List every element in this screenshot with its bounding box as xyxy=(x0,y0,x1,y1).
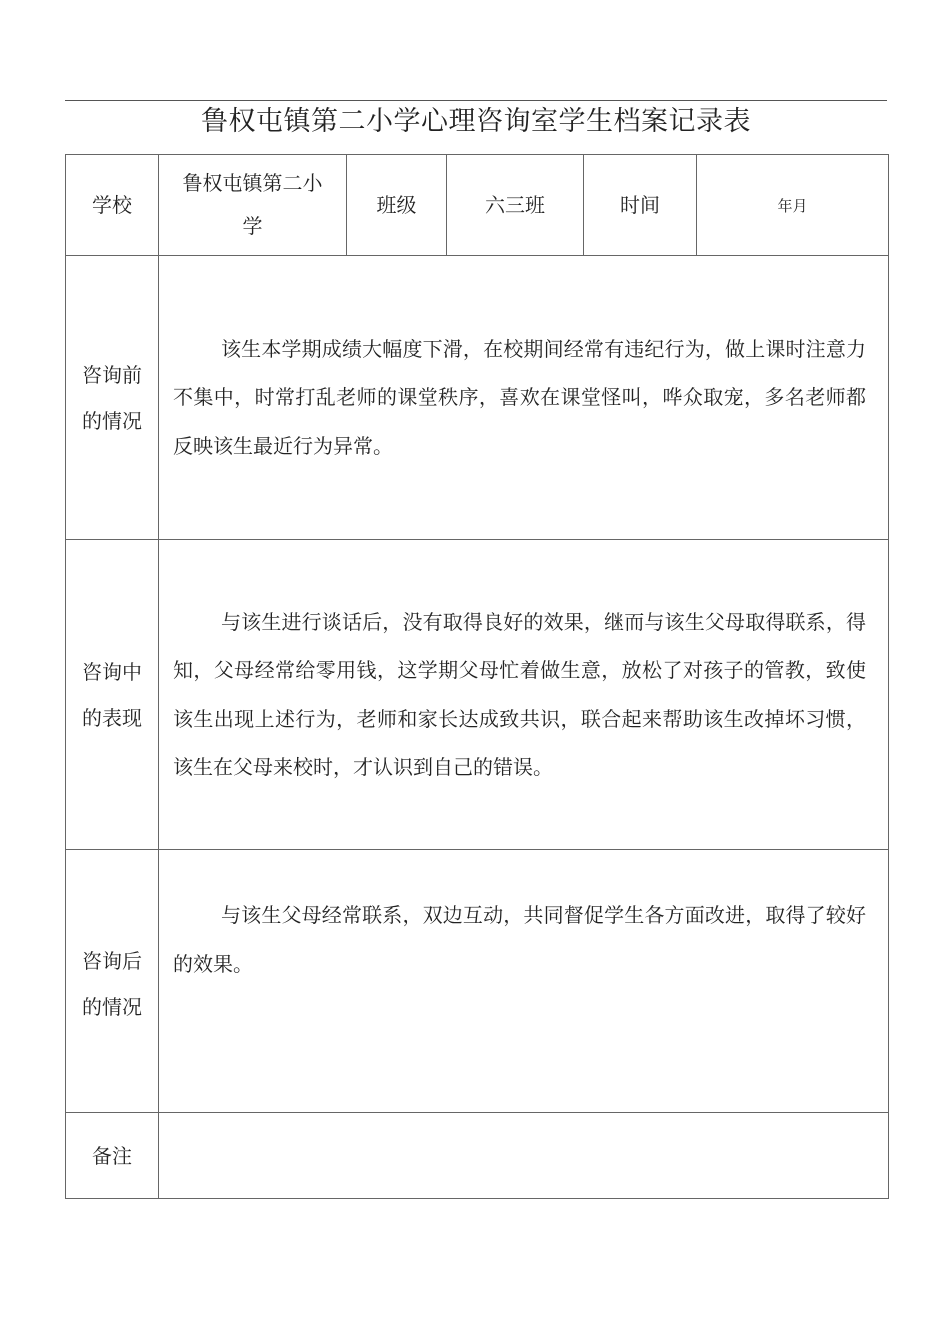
before-row xyxy=(66,256,889,540)
document-title: 鲁权屯镇第二小学心理咨询室学生档案记录表 xyxy=(201,106,751,137)
class-value: 六三班 xyxy=(447,155,584,256)
time-value: 年月 xyxy=(697,155,889,256)
before-label xyxy=(66,256,159,540)
after-content-cell xyxy=(159,850,889,1113)
after-label-line1: 咨询后 xyxy=(82,949,142,973)
after-row xyxy=(66,850,889,1113)
remarks-content xyxy=(159,1113,889,1199)
school-value-line1: 鲁权屯镇第二小 xyxy=(182,171,323,195)
school-label: 学校 xyxy=(66,155,159,256)
before-label-line1: 咨询前 xyxy=(82,362,142,387)
during-content-cell xyxy=(159,540,889,850)
school-value-line2: 学 xyxy=(242,214,263,238)
during-row xyxy=(66,540,889,850)
during-label-line2: 的表现 xyxy=(82,705,142,730)
class-label: 班级 xyxy=(347,155,447,256)
before-content: 该生本学期成绩大幅度下滑，在校期间经常有违纪行为，做上课时注意力不集中，时常打乱老师的课堂秩序，喜欢在课堂怪叫，哗众取宠，多名老师都反映该生最近行为异常。 xyxy=(173,336,866,458)
school-value xyxy=(159,155,347,256)
before-content-cell xyxy=(159,256,889,540)
record-table xyxy=(65,154,889,1199)
after-content: 与该生父母经常联系，双边互动，共同督促学生各方面改进，取得了较好的效果。 xyxy=(173,903,866,976)
before-label-line2: 的情况 xyxy=(82,408,142,433)
time-label: 时间 xyxy=(584,155,697,256)
during-content: 与该生进行谈话后，没有取得良好的效果，继而与该生父母取得联系，得知，父母经常给零用钱，这学期父母忙着做生意，放松了对孩子的管教，致使该生出现上述行为，老师和家长达成致共识，联合起来帮助该生改掉坏习惯，该生在父母来校时，才认识到自己的错误。 xyxy=(173,609,866,779)
during-label xyxy=(66,540,159,850)
remarks-label: 备注 xyxy=(66,1113,159,1199)
during-label-line1: 咨询中 xyxy=(82,659,142,684)
after-label xyxy=(66,850,159,1113)
after-label-line2: 的情况 xyxy=(82,995,142,1019)
remarks-row xyxy=(66,1113,889,1199)
header-row xyxy=(66,155,889,256)
